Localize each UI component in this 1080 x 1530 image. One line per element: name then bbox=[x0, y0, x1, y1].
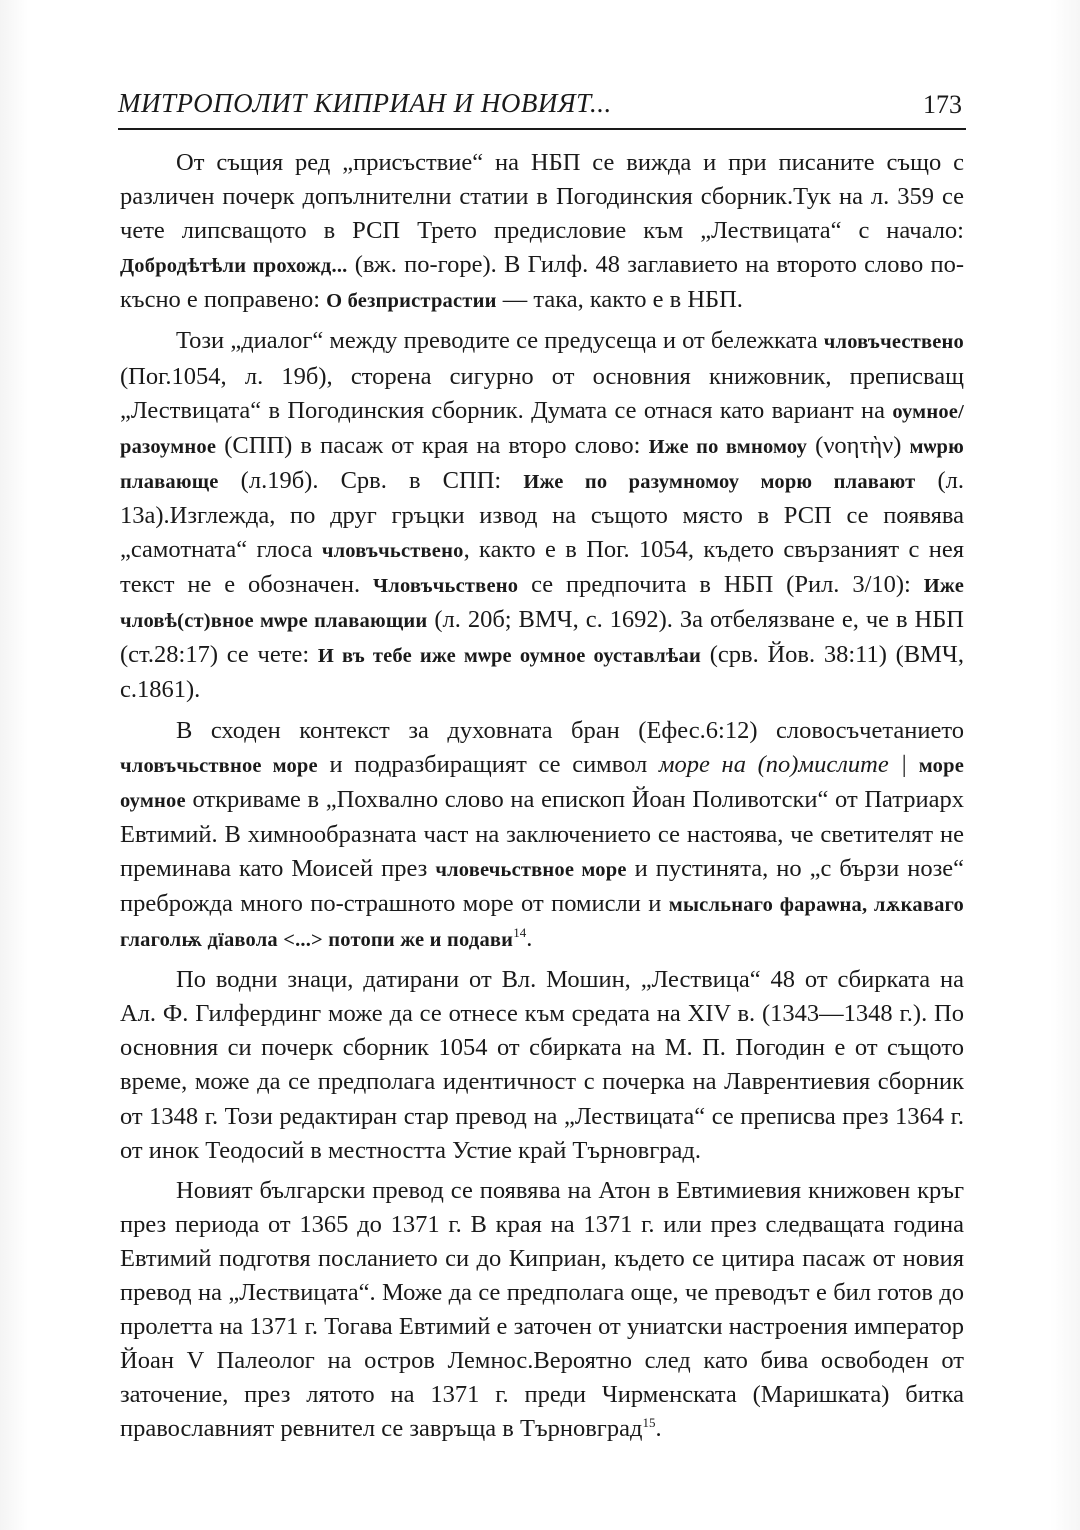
italic-phrase: море на (по)мислите | bbox=[658, 750, 908, 778]
paragraph-1: От същия ред „присъствие“ на НБП се вижда и при писаните също с различен почерк допълнителни статии в Погодинския сборник.Тук на л. 359 се чете липсващото в РСП Трето предисловие към „Лествицата“ с начало: Добродѣтѣли прохожд... (вж. по-горе). В Гилф. 48 заглавието на второто слово по-късно е поправено: О безпристрастии — така, както е в НБП. bbox=[120, 149, 964, 314]
church-slavonic-quote: И въ тебе иже мѡре оумное оуставлѣаи bbox=[317, 645, 701, 668]
body-text bbox=[120, 146, 964, 1446]
church-slavonic-quote: Чловъчьствено bbox=[373, 575, 519, 598]
footnote-ref-14[interactable]: 14 bbox=[513, 924, 527, 940]
church-slavonic-quote: оумное/ разоумное bbox=[120, 400, 964, 458]
footnote-ref-15[interactable]: 15 bbox=[642, 1415, 656, 1431]
page-number: 173 bbox=[923, 90, 962, 119]
paragraph-2: Този „диалог“ между преводите се предусеща и от бележката чловъчествено (Пог.1054, л. 19б), сторена сигурно от основния книжовник, преписващ „Лествицата“ в Погодинския сборник. Думата се отнася като вариант на оумное/ разоумное (СПП) в пасаж от края на второ слово: Иже по вмномоу (νοητὴν) мѡрю плавающе (л.19б). Срв. в СПП: Иже по разумномоу морю плавают (л. 13а).Изглежда, по друг гръцки извод на същото място в РСП се появява „самотната“ глоса чловъчьствено, както е в Пог. 1054, където свързаният с нея текст не е обозначен. Чловъчьствено се предпочита в НБП (Рил. 3/10): Иже чловѣ(ст)вное мѡре плавающии (л. 20б; ВМЧ, с. 1692). За отбелязване е, че в НБП (ст.28:17) се чете: И въ тебе иже мѡре оумное оуставлѣаи (срв. Йов. 38:11) (ВМЧ, с.1861). bbox=[120, 327, 965, 704]
paragraph-5: Новият български превод се появява на Атон в Евтимиевия книжовен кръг през периода от 1365 до 1371 г. В края на 1371 г. или през следващата година Евтимий подготвя посланието си до Киприан, където се цитира пасаж от новия превод на „Лествицата“. Може да се предполага още, че преводът е бил готов до пролетта на 1371 г. Тогава Евтимий е заточен от униатски настроения император Йоан V Палеолог на остров Лемнос.Вероятно след като бива освободен от заточение, през лятото на 1371 г. преди Чирменската (Маришката) битка православният ревнител се завръща в Търновград$^{15}$. bbox=[120, 1176, 964, 1443]
page-header bbox=[118, 84, 966, 130]
church-slavonic-quote: Иже по разумномоу морю плавают bbox=[523, 470, 916, 493]
church-slavonic-quote: мысльнаго фараѡна, лѫкаваго глаголѭ дїавола <...> потопи же и подави bbox=[120, 893, 964, 952]
church-slavonic-quote: чловечьствное море bbox=[435, 858, 627, 881]
church-slavonic-quote: Иже по вмномоу bbox=[648, 435, 808, 458]
church-slavonic-quote: Добродѣтѣли прохожд... bbox=[120, 255, 348, 278]
church-slavonic-quote: О безпристрастии bbox=[326, 290, 497, 313]
paragraph-4: По водни знаци, датирани от Вл. Мошин, „Лествица“ 48 от сбирката на Ал. Ф. Гилфердинг може да се отнесе към средата на XIV в. (1343—1348 г.). По основния си почерк сборник 1054 от сбирката на М. П. Погодин е от същото време, може да се предполага идентичност с почерка на Лаврентиевия сборник от 1348 г. Този редактиран стар превод на „Лествицата“ се преписва през 1364 г. от инок Теодосий в местността Устие край Търновград. bbox=[120, 966, 964, 1164]
church-slavonic-quote: Иже чловѣ(ст)вное мѡре плавающии bbox=[120, 575, 964, 633]
church-slavonic-quote: мѡрю плавающе bbox=[120, 435, 964, 493]
running-title: МИТРОПОЛИТ КИПРИАН И НОВИЯТ... bbox=[118, 88, 612, 118]
paragraph-3: В сходен контекст за духовната бран (Ефес.6:12) словосъчетанието чловъчьствное море и подразбиращият се символ море на (по)мислите | море оумное откриваме в „Похвално слово на епископ Йоан Поливотски“ от Патриарх Евтимий. В химнообразната част на заключението се настоява, че светителят не преминава като Моисей през чловечьствное море и пустинята, но „с бързи нозе“ преброжда много по-страшното море от помисли и мысльнаго фараѡна, лѫкаваго глаголѭ дїавола <...> потопи же и подави$^{14}$. bbox=[120, 716, 965, 953]
church-slavonic-quote: море оумное bbox=[120, 754, 964, 812]
church-slavonic-quote: чловъчьствено bbox=[321, 540, 464, 563]
greek-word: (νοητὴν) bbox=[807, 431, 910, 459]
church-slavonic-quote: чловъчествено bbox=[823, 331, 964, 354]
church-slavonic-quote: чловъчьствное море bbox=[120, 754, 318, 777]
